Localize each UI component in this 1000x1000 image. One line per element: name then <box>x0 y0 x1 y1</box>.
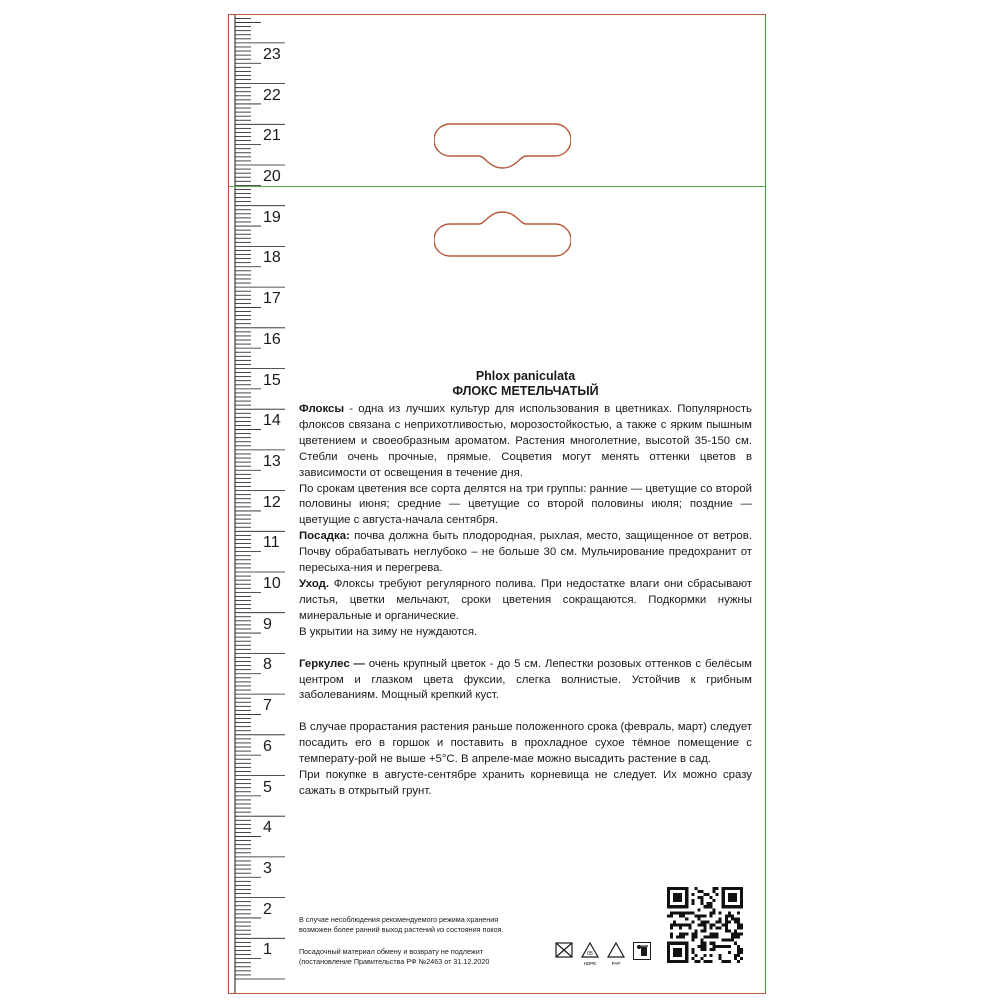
description-block <box>299 369 752 800</box>
recycle-pap-icon <box>606 941 626 967</box>
ruler-number: 23 <box>263 45 281 63</box>
purchase-paragraph: При покупке в августе-сентябре хранить корневища не следует. Их можно сразу сажать в открытый грунт. <box>299 769 752 797</box>
ruler-number: 14 <box>263 412 281 430</box>
ruler-number: 10 <box>263 575 281 592</box>
ruler-number: 9 <box>263 615 272 633</box>
planting-paragraph <box>299 529 752 577</box>
care-text: Флоксы требуют регулярного полива. При недостатке влаги они сбрасывают листья, цветки мельчают, сроки цветения сокращаются. Подкормки нужны минеральные и органические. <box>299 577 752 622</box>
ruler-number: 4 <box>263 819 272 837</box>
return-note <box>299 947 559 967</box>
ruler-number: 3 <box>263 859 272 877</box>
planting-text: почва должна быть плодородная, рыхлая, место, защищенное от ветров. Почву обрабатывать неглубоко – не больше 30 см. Мульчирование предохранит от пересыха-ния и перегрева. <box>299 530 752 575</box>
intro-bold: Флоксы <box>299 403 345 415</box>
return-line-2: (постановление Правительства РФ №2463 от 31.12.2020 <box>299 957 490 966</box>
ruler-number: 20 <box>263 168 281 185</box>
ruler-number: 15 <box>263 371 281 389</box>
ruler-number: 18 <box>263 249 281 267</box>
badge-label-pap: PAP <box>611 961 621 966</box>
care-bold: Уход. <box>299 577 330 590</box>
storage-line-2: возможен более ранний выход растений из состояния покоя. <box>299 925 504 934</box>
ruler-number: 2 <box>263 900 272 918</box>
no-wash-icon <box>554 941 574 967</box>
planting-bold: Посадка: <box>299 530 350 543</box>
storage-note <box>299 915 559 935</box>
winter-paragraph: В укрытии на зиму не нуждаются. <box>299 625 478 638</box>
variety-text: очень крупный цветок - до 5 см. Лепестки розовых оттенков с белёсым центром и глазком цвета фуксии, слегка волнистые. Устойчив к грибным заболеваниям. Мощный крепкий куст. <box>299 657 753 702</box>
care-paragraph <box>299 577 752 625</box>
russian-name: ФЛОКС МЕТЕЛЬЧАТЫЙ <box>452 384 599 398</box>
qr-code-icon <box>667 887 743 963</box>
latin-name: Phlox paniculata <box>475 369 576 383</box>
ruler-number: 6 <box>263 737 272 755</box>
storage-line-1: В случае несоблюдения рекомендуемого режима хранения <box>299 915 499 924</box>
fold-line <box>229 186 765 187</box>
eco-badges <box>554 941 652 965</box>
early-sprout-paragraph: В случае прорастания растения раньше положенного срока (февраль, март) следует посадить его в горшок и поставить в прохладное сухое тёмное помещение с температу-рой не выше +5°С. В апреле-мае можно высадить растение в сад. <box>299 721 752 766</box>
ruler-number: 8 <box>263 656 272 674</box>
hang-slot-top <box>434 123 571 173</box>
ruler-number: 22 <box>263 86 281 104</box>
ruler-number: 5 <box>263 778 272 796</box>
intro-paragraph <box>299 402 752 482</box>
ruler-number: 17 <box>263 290 281 308</box>
return-line-1: Посадочный материал обмену и возврату не подлежит <box>299 947 484 956</box>
ruler <box>229 15 299 993</box>
variety-paragraph <box>299 657 752 705</box>
badge-code-hdpe: 05 <box>587 951 593 957</box>
bin-icon <box>632 941 652 967</box>
ruler-number: 11 <box>263 534 280 552</box>
ruler-number: 21 <box>263 127 281 145</box>
variety-bold: Геркулес — <box>299 657 365 670</box>
ruler-number: 7 <box>263 697 272 715</box>
hang-slot-bottom <box>434 207 571 257</box>
ruler-number: 19 <box>263 208 281 226</box>
ruler-number: 13 <box>263 452 281 470</box>
intro-text: - одна из лучших культур для использования в цветниках. Популярность флоксов связана с неприхотливостью, морозостойкостью, а также с ярким пышным цветением и своеобразным ароматом. Растения многолетние, высотой 35-150 см. Стебли очень прочные, прямые. Соцветия могут менять оттенки цветов в зависимости от освещения в течение дня. <box>299 403 752 479</box>
ruler-number: 16 <box>263 330 281 348</box>
badge-label-hdpe: HDPE <box>583 961 597 966</box>
seed-packet-card <box>228 14 766 994</box>
recycle-hdpe-icon <box>580 941 600 967</box>
ruler-number: 12 <box>263 493 281 511</box>
groups-paragraph: По срокам цветения все сорта делятся на три группы: ранние — цветущие со второй половины июня; средние — цветущие со второй половины июля; поздние — цветущие с августа-начала сентября. <box>299 482 752 527</box>
ruler-number: 1 <box>263 941 272 959</box>
